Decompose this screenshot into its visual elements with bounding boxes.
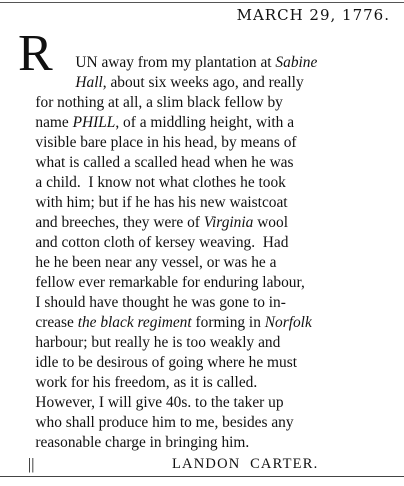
- ad-line-20: reasonable charge in bringing him.: [35, 434, 250, 451]
- bottom-rule: [0, 476, 404, 477]
- drop-cap: R: [18, 25, 53, 82]
- ad-line-1: UN away from my plantation at Sabine: [75, 54, 318, 71]
- ad-line-6: what is called a scalled head when he was: [35, 154, 294, 171]
- ad-line-5: visible bare place in his head, by means of: [35, 134, 297, 151]
- ad-line-4: name PHILL, of a middling height, with a: [35, 114, 295, 131]
- ad-line-15: harbour; but really he is too weakly and: [35, 334, 281, 351]
- ad-line-17: work for his freedom, as it is called.: [35, 374, 258, 391]
- top-rule: [0, 2, 404, 3]
- ad-line-2: Hall, about six weeks ago, and really: [75, 74, 304, 91]
- ad-line-19: who shall produce him to me, besides any: [35, 414, 294, 431]
- ad-line-12: fellow ever remarkable for enduring labour,: [35, 274, 305, 291]
- dateline: MARCH 29, 1776.: [236, 6, 390, 24]
- ad-line-7: a child. I know not what clothes he took: [35, 174, 286, 191]
- signature-mark: ||: [28, 456, 35, 473]
- ad-line-8: with him; but if he has his new waistcoat: [35, 194, 288, 211]
- ad-line-14: crease the black regiment forming in Norfolk: [35, 314, 312, 331]
- ad-line-9: and breeches, they were of Virginia wool: [35, 214, 288, 231]
- ad-line-10: and cotton cloth of kersey weaving. Had: [35, 234, 289, 251]
- ad-line-3: for nothing at all, a slim black fellow by: [35, 94, 283, 111]
- ad-line-18: However, I will give 40s. to the taker up: [35, 394, 284, 411]
- ad-line-13: I should have thought he was gone to in-: [35, 294, 286, 311]
- ad-line-16: idle to be desirous of going where he must: [35, 354, 297, 371]
- ad-line-11: he he been near any vessel, or was he a: [35, 254, 277, 271]
- signature: LANDON CARTER.: [172, 456, 319, 472]
